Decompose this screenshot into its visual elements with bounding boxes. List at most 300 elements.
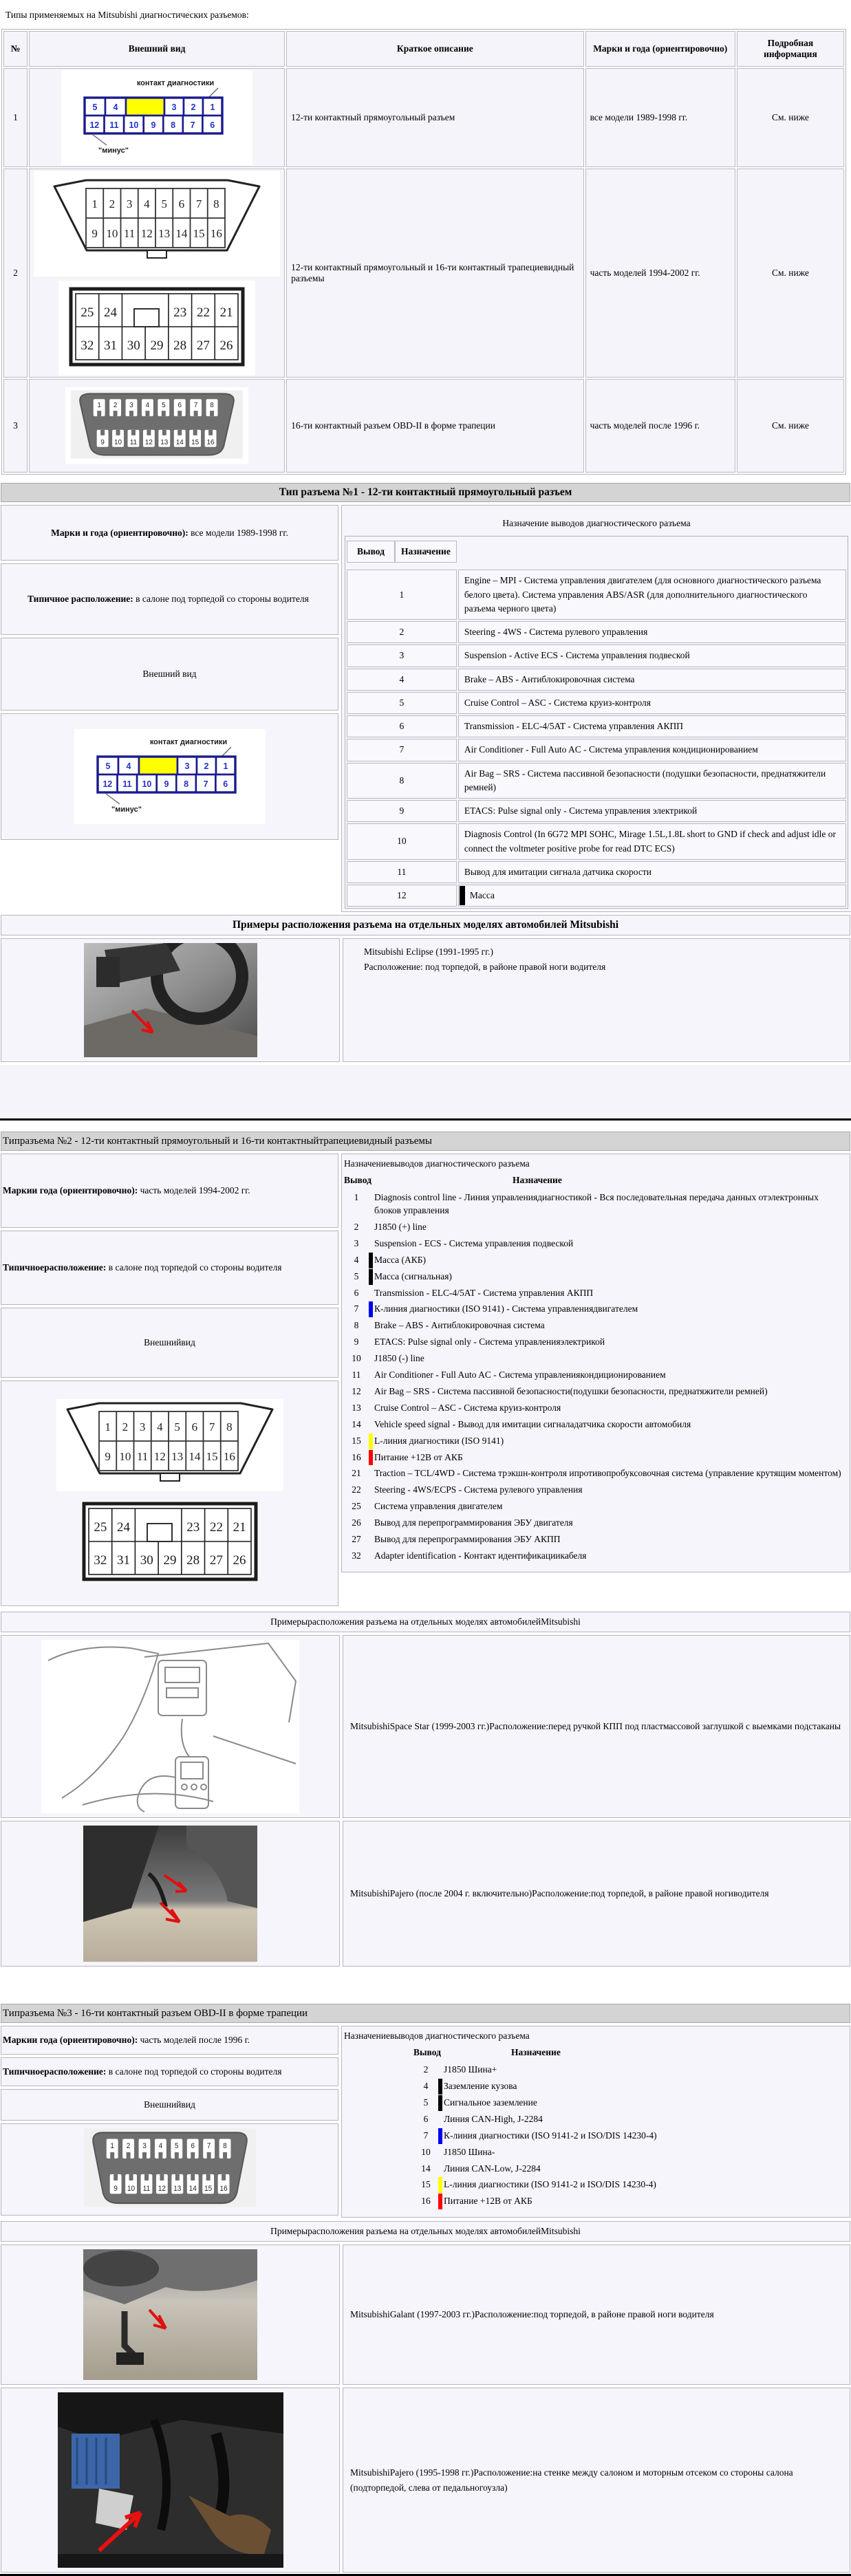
svg-text:9: 9 — [151, 120, 156, 130]
pajero-2004-photo — [83, 1826, 257, 1962]
example-text: MitsubishiGalant (1997-2003 гг.)Расположение:под торпедой, в районе правой ноги водителя — [350, 2309, 714, 2320]
table-row — [3, 169, 844, 378]
svg-text:10: 10 — [141, 779, 151, 789]
svg-text:11: 11 — [109, 120, 119, 130]
pin-number: 9 — [347, 800, 457, 822]
pin-number: 3 — [347, 645, 457, 667]
svg-text:9: 9 — [164, 779, 169, 789]
svg-text:4: 4 — [145, 402, 150, 410]
pin-purpose: Transmission - ELC-4/5AT - Система управления АКПП — [374, 1287, 594, 1298]
header-appearance: Внешний вид — [29, 31, 285, 67]
svg-text:6: 6 — [222, 779, 228, 789]
pin-number: 12 — [352, 1385, 361, 1396]
pin-row — [344, 1221, 847, 1234]
example-row-pajero-95 — [1, 2388, 850, 2573]
svg-text:5: 5 — [105, 761, 110, 771]
svg-text:7: 7 — [190, 120, 195, 130]
trapezoid16-diagram — [34, 171, 280, 277]
pin-row — [344, 1550, 847, 1563]
svg-text:1: 1 — [210, 102, 215, 112]
pin-number: 27 — [352, 1533, 361, 1544]
examples-title: Примеры расположения разъема на отдельных моделях автомобилей Mitsubishi — [232, 919, 619, 931]
pin-color-mark — [438, 2177, 442, 2193]
pin-purpose: Вывод для имитации сигнала датчика скорости — [458, 861, 846, 883]
pin-col-header: Вывод — [413, 2047, 441, 2058]
pin-number: 10 — [421, 2146, 431, 2157]
pin-color-mark — [369, 1433, 373, 1449]
svg-text:2: 2 — [204, 761, 208, 771]
pin-purpose: Air Bag – SRS - Система пассивной безопасности (подушки безопасности, преднатяжители ремней) — [458, 763, 846, 799]
pin-purpose: Вывод для перепрограммирования ЭБУ двигателя — [374, 1517, 573, 1528]
example-photo-cell — [1, 1821, 340, 1967]
svg-text:4: 4 — [158, 2141, 162, 2151]
example-row-spacestar — [1, 1635, 850, 1818]
svg-text:32: 32 — [80, 338, 94, 353]
pin-number: 2 — [423, 2064, 429, 2075]
section1-title-bar — [1, 483, 850, 502]
marks-years-box — [1, 1154, 338, 1228]
location-label: Типичноерасположение: — [3, 2066, 107, 2077]
svg-text:4: 4 — [113, 102, 118, 112]
pin-number: 10 — [352, 1353, 361, 1364]
svg-text:26: 26 — [233, 1553, 246, 1568]
pin-purpose: Линия CAN-Low, J-2284 — [444, 2163, 541, 2174]
appearance-image-box — [1, 2123, 338, 2216]
pin-row — [344, 1303, 847, 1316]
example-text: MitsubishiPajero (1995-1998 гг.)Расположение:на стенке между салоном и моторным отсеком со стороны салона (подторпедой, слева от педальногоузла) — [350, 2467, 793, 2493]
pin-assignment-list — [342, 2047, 850, 2217]
appearance-label: Внешний вид — [142, 669, 197, 679]
location-label: Типичное расположение: — [28, 593, 133, 604]
pin-row — [344, 1435, 847, 1448]
pin-row — [413, 2130, 847, 2143]
header-info: Подробная информация — [737, 31, 844, 67]
page-intro: Типы применяемых на Mitsubishi диагностических разъемов: — [6, 10, 249, 20]
appearance-label: Внешнийвид — [144, 1337, 195, 1348]
svg-text:10: 10 — [114, 438, 122, 446]
typical-location-box — [1, 2057, 338, 2086]
typical-location-box — [1, 563, 338, 635]
pin-number: 12 — [347, 885, 457, 907]
svg-text:1: 1 — [97, 402, 102, 410]
svg-text:11: 11 — [142, 2184, 150, 2194]
pin-number: 4 — [423, 2081, 429, 2092]
svg-text:5: 5 — [174, 2141, 179, 2151]
example-text: MitsubishiSpace Star (1999-2003 гг.)Расположение:перед ручкой КПП под пластмассовой заглушкой с выемками подстаканы — [350, 1721, 841, 1732]
pin-purpose: Brake – ABS - Антиблокировочная система — [374, 1320, 545, 1331]
connector12-diagram — [74, 729, 266, 824]
pin-number: 13 — [352, 1402, 361, 1413]
row-years: часть моделей после 1996 г. — [585, 379, 735, 473]
svg-text:4: 4 — [126, 761, 131, 771]
pin-row — [347, 861, 846, 883]
pin-row — [413, 2064, 847, 2077]
svg-text:12: 12 — [102, 779, 112, 789]
pin-row — [344, 1418, 847, 1431]
eclipse-photo — [84, 943, 257, 1057]
svg-text:26: 26 — [219, 338, 233, 353]
marks-label: Маркии года (ориентировочно): — [3, 1185, 138, 1196]
section-connector-type-2 — [0, 1132, 851, 1967]
pin-number: 7 — [347, 739, 457, 761]
svg-text:23: 23 — [173, 305, 187, 320]
example-text-cell — [343, 1821, 850, 1967]
svg-text:14: 14 — [188, 2184, 197, 2194]
pin-row — [347, 645, 846, 667]
svg-text:22: 22 — [197, 305, 211, 320]
svg-text:2: 2 — [113, 402, 118, 410]
pin-number: 21 — [352, 1468, 361, 1479]
rect12-diagram — [81, 1501, 259, 1585]
svg-text:12: 12 — [144, 438, 153, 446]
purpose-col-header: Назначение — [395, 541, 457, 563]
pin-row — [413, 2146, 847, 2159]
pin-assignment-box — [341, 505, 851, 912]
row-years: все модели 1989-1998 гг. — [585, 68, 735, 167]
svg-text:21: 21 — [233, 1520, 246, 1535]
pin-purpose: L-линия диагностики (ISO 9141-2 и ISO/DIS 14230-4) — [444, 2179, 656, 2190]
svg-text:"минус": "минус" — [98, 147, 129, 155]
pin-row — [413, 2163, 847, 2176]
svg-text:25: 25 — [80, 305, 94, 320]
appearance-label: Внешнийвид — [144, 2099, 195, 2110]
section3-title-bar — [1, 2004, 850, 2023]
pin-purpose: J1850 Шина- — [444, 2146, 495, 2157]
svg-text:25: 25 — [93, 1520, 107, 1535]
svg-text:12: 12 — [153, 1450, 166, 1464]
pin-color-mark — [369, 1301, 373, 1317]
svg-text:28: 28 — [173, 338, 187, 353]
pin-number: 3 — [354, 1237, 359, 1248]
pin-color-mark — [438, 2194, 442, 2209]
header-years: Марки и года (ориентировочно) — [585, 31, 735, 67]
row-num: 2 — [3, 169, 28, 378]
pin-purpose: К-линия диагностики (ISO 9141) - Система управлениядвигателем — [374, 1303, 638, 1314]
pin-list-header — [413, 2047, 847, 2058]
examples-title: Примерырасположения разъема на отдельных моделях автомобилейMitsubishi — [270, 1616, 581, 1627]
header-description: Краткое описание — [286, 31, 584, 67]
svg-text:1: 1 — [104, 1420, 111, 1434]
example-text-cell — [343, 2388, 850, 2573]
svg-text:4: 4 — [144, 197, 150, 210]
table-row — [3, 379, 844, 473]
svg-text:14: 14 — [175, 438, 184, 446]
pin-number: 15 — [352, 1435, 361, 1446]
pin-purpose: К-линия диагностики (ISO 9141-2 и ISO/DIS 14230-4) — [444, 2130, 657, 2141]
trapezoid16-diagram — [56, 1399, 283, 1494]
pin-col-header: Вывод — [344, 1175, 371, 1186]
appearance-box — [1, 2089, 338, 2121]
svg-text:7: 7 — [195, 197, 202, 210]
pin-number: 9 — [354, 1336, 359, 1347]
pin-row — [344, 1533, 847, 1546]
pin-assignment-list — [342, 1175, 850, 1571]
svg-text:16: 16 — [206, 438, 215, 446]
example-text-cell — [343, 2244, 850, 2385]
marks-value: часть моделей 1994-2002 гг. — [138, 1185, 250, 1196]
pin-purpose: Cruise Control – ASC - Система круиз-контроля — [458, 692, 846, 714]
example-photo-cell — [1, 938, 340, 1062]
pin-purpose: Suspension - ECS - Система управления подвеской — [374, 1237, 574, 1248]
svg-text:10: 10 — [127, 2184, 135, 2194]
marks-value: все модели 1989-1998 гг. — [188, 527, 288, 538]
pin-purpose: Масса (АКБ) — [374, 1254, 427, 1265]
svg-text:23: 23 — [186, 1520, 200, 1535]
svg-text:10: 10 — [129, 120, 139, 130]
svg-text:5: 5 — [162, 402, 166, 410]
pin-number: 6 — [354, 1287, 359, 1298]
pin-color-mark — [369, 1253, 373, 1268]
pin-purpose: Diagnosis control line - Линия управлениядиагностикой - Вся последовательная передача данных отэлектронных блоков управления — [374, 1192, 819, 1216]
svg-text:14: 14 — [188, 1450, 200, 1464]
pin-row — [413, 2178, 847, 2191]
pin-number: 22 — [352, 1484, 361, 1495]
pin-number: 10 — [347, 823, 457, 860]
pin-color-mark — [460, 886, 465, 905]
svg-text:24: 24 — [104, 305, 118, 320]
svg-text:31: 31 — [104, 338, 118, 353]
svg-text:7: 7 — [206, 2141, 211, 2151]
svg-text:16: 16 — [219, 2184, 228, 2194]
pin-row — [344, 1352, 847, 1365]
svg-text:3: 3 — [126, 197, 133, 210]
pajero-95-photo — [58, 2392, 283, 2568]
svg-text:8: 8 — [183, 779, 188, 789]
row-info: См. ниже — [737, 68, 844, 167]
pin-row — [347, 692, 846, 714]
svg-text:"минус": "минус" — [111, 805, 142, 814]
svg-text:29: 29 — [162, 1553, 176, 1568]
pin-number: 5 — [423, 2097, 429, 2108]
appearance-box — [1, 638, 338, 711]
svg-text:11: 11 — [122, 779, 131, 789]
pins-title: Назначениевыводов диагностического разъема — [344, 2031, 530, 2042]
pin-row — [347, 885, 846, 907]
svg-text:6: 6 — [178, 197, 185, 210]
row-num: 3 — [3, 379, 28, 473]
svg-text:11: 11 — [136, 1450, 148, 1464]
location-value: в салоне под торпедой со стороны водителя — [106, 1262, 282, 1273]
svg-text:8: 8 — [213, 197, 219, 210]
pin-purpose: J1850 (-) line — [374, 1353, 424, 1364]
pin-purpose: Масса (сигнальная) — [374, 1270, 452, 1281]
svg-text:15: 15 — [191, 438, 200, 446]
purpose-col-header: Назначение — [511, 2047, 561, 2058]
svg-text:6: 6 — [210, 120, 215, 130]
svg-text:27: 27 — [209, 1553, 223, 1568]
pin-row — [347, 669, 846, 691]
pin-purpose: Steering - 4WS - Система рулевого управления — [458, 621, 846, 643]
pin-row — [344, 1237, 847, 1251]
pin-color-mark — [438, 2095, 442, 2111]
svg-text:16: 16 — [210, 227, 222, 240]
example-text: MitsubishiPajero (после 2004 г. включительно)Расположение:под торпедой, в районе правой ногиводителя — [350, 1888, 769, 1899]
pin-number: 16 — [421, 2196, 431, 2207]
svg-text:1: 1 — [91, 197, 98, 210]
example-text-cell — [343, 938, 850, 1062]
row-image-cell — [29, 379, 285, 473]
svg-text:6: 6 — [191, 1420, 197, 1434]
svg-text:15: 15 — [204, 2184, 212, 2194]
svg-text:13: 13 — [158, 227, 171, 240]
appearance-image-box — [1, 1381, 338, 1606]
pin-purpose: J1850 Шина+ — [444, 2064, 497, 2075]
connector-types-table — [1, 29, 846, 475]
pin-purpose: Air Conditioner - Full Auto AC - Система управления кондиционированием — [458, 739, 846, 761]
pin-purpose: Сигнальное заземление — [444, 2097, 537, 2108]
pin-row — [344, 1336, 847, 1349]
pin-row — [344, 1287, 847, 1300]
svg-text:3: 3 — [129, 402, 133, 410]
svg-text:7: 7 — [203, 779, 208, 789]
svg-text:12: 12 — [158, 2184, 166, 2194]
svg-text:1: 1 — [109, 2141, 114, 2151]
example-row-galant — [1, 2244, 850, 2385]
pin-number: 8 — [354, 1320, 359, 1331]
pin-row — [413, 2195, 847, 2208]
svg-text:3: 3 — [184, 761, 189, 771]
svg-text:13: 13 — [160, 438, 169, 446]
header-num: № — [3, 31, 28, 67]
pin-purpose: Engine – MPI - Система управления двигателем (для основного диагностического разъема белого цвета). Система управления ABS/ASR (для дополнительного диагностического разъема черного цвета) — [458, 570, 846, 620]
pin-number: 15 — [421, 2179, 431, 2190]
typical-location-box — [1, 1231, 338, 1305]
pin-purpose: Вывод для перепрограммирования ЭБУ АКПП — [374, 1533, 561, 1544]
svg-text:7: 7 — [193, 402, 198, 410]
pin-purpose: Заземление кузова — [444, 2081, 517, 2092]
pin-row — [344, 1270, 847, 1284]
pin-number: 2 — [347, 621, 457, 643]
pin-row — [347, 739, 846, 761]
pin-assignment-box — [341, 1154, 850, 1572]
svg-text:3: 3 — [142, 2141, 147, 2151]
pin-number: 6 — [347, 715, 457, 737]
table-row — [3, 68, 844, 167]
svg-text:1: 1 — [223, 761, 228, 771]
section3-title: Типразъема №3 - 16-ти контактный разъем OBD-II в форме трапеции — [3, 2007, 308, 2019]
example-photo-cell — [1, 2388, 340, 2573]
svg-text:8: 8 — [226, 1420, 233, 1434]
appearance-image-box — [1, 713, 338, 840]
purpose-col-header: Назначение — [513, 1175, 562, 1186]
svg-text:2: 2 — [109, 197, 116, 210]
pin-purpose: Diagnosis Control (In 6G72 MPI SOHC, Mirage 1.5L,1.8L short to GND if check and adjust idle or connect the voltmeter positive probe for read DTC ECS) — [458, 823, 846, 860]
pin-purpose: ETACS: Pulse signal only - Система управленияэлектрикой — [374, 1336, 605, 1347]
pin-row — [413, 2097, 847, 2110]
svg-text:11: 11 — [129, 438, 138, 446]
svg-text:15: 15 — [193, 227, 205, 240]
svg-text:2: 2 — [126, 2141, 130, 2151]
pin-purpose: Питание +12В от АКБ — [374, 1451, 463, 1462]
pin-number: 11 — [352, 1370, 361, 1381]
pin-number: 1 — [354, 1192, 359, 1203]
pin-row — [344, 1467, 847, 1480]
location-value: в салоне под торпедой со стороны водителя — [133, 593, 309, 604]
svg-text:15: 15 — [206, 1450, 218, 1464]
pin-table-header — [347, 541, 457, 563]
marks-years-box — [1, 2026, 338, 2055]
svg-text:21: 21 — [219, 305, 233, 320]
svg-text:14: 14 — [175, 227, 188, 240]
svg-text:30: 30 — [140, 1553, 153, 1568]
svg-text:30: 30 — [127, 338, 140, 353]
pin-row — [344, 1517, 847, 1530]
pin-row — [344, 1319, 847, 1332]
pin-col-header: Вывод — [347, 541, 395, 563]
pin-color-mark — [438, 2128, 442, 2144]
pin-number: 7 — [423, 2130, 429, 2141]
examples-title: Примерырасположения разъема на отдельных моделях автомобилейMitsubishi — [270, 2226, 581, 2237]
pin-number: 5 — [347, 692, 457, 714]
section-connector-type-3 — [0, 2004, 851, 2573]
pin-row — [347, 570, 846, 620]
marks-label: Маркии года (ориентировочно): — [3, 2035, 138, 2046]
pin-number: 32 — [352, 1550, 361, 1561]
example-row-pajero-2004 — [1, 1821, 850, 1967]
svg-text:3: 3 — [139, 1420, 145, 1434]
pin-row — [344, 1500, 847, 1513]
row-years: часть моделей 1994-2002 гг. — [585, 169, 735, 378]
svg-text:12: 12 — [89, 120, 100, 130]
pin-number: 16 — [352, 1451, 361, 1462]
section2-title: Типразъема №2 - 12-ти контактный прямоугольный и 16-ти контактныйтрапециевидный разъемы — [3, 1135, 432, 1147]
svg-text:32: 32 — [93, 1553, 107, 1568]
section1-empty-area — [0, 1065, 851, 1118]
pin-purpose: J1850 (+) line — [374, 1222, 427, 1233]
svg-text:4: 4 — [156, 1420, 163, 1434]
pin-purpose: Air Bag – SRS - Система пассивной безопасности(подушки безопасности, преднатяжители ремней) — [374, 1385, 768, 1396]
pin-purpose: Adapter identification - Контакт идентификациикабеля — [374, 1550, 587, 1561]
obd16-connector-image — [84, 2128, 256, 2211]
svg-text:9: 9 — [104, 1450, 111, 1464]
pin-number: 5 — [354, 1270, 359, 1281]
svg-text:5: 5 — [173, 1420, 180, 1434]
svg-text:29: 29 — [150, 338, 164, 353]
svg-text:27: 27 — [196, 338, 210, 353]
svg-text:3: 3 — [171, 102, 177, 112]
row-num: 1 — [3, 68, 28, 167]
row-description: 16-ти контактный разъем OBD-II в форме трапеции — [286, 379, 584, 473]
pin-assignment-box — [341, 2026, 850, 2218]
pin-row — [344, 1451, 847, 1464]
svg-text:24: 24 — [116, 1520, 130, 1535]
pin-color-mark — [369, 1450, 373, 1466]
pin-number: 14 — [421, 2163, 431, 2174]
example-location: Расположение: под торпедой, в районе правой ноги водителя — [364, 961, 606, 972]
pins-title: Назначениевыводов диагностического разъема — [344, 1158, 530, 1169]
pin-purpose: Transmission - ELC-4/5AT - Система управления АКПП — [458, 715, 846, 737]
svg-text:контакт диагностики: контакт диагностики — [149, 738, 227, 746]
row-description: 12-ти контактный прямоугольный разъем — [286, 68, 584, 167]
svg-text:13: 13 — [173, 2184, 181, 2194]
pin-purpose: Cruise Control – ASC - Система круиз-контроля — [374, 1402, 561, 1413]
marks-label: Марки и года (ориентировочно): — [51, 527, 188, 538]
location-value: в салоне под торпедой со стороны водителя — [106, 2066, 282, 2077]
example-drawing-cell — [1, 1635, 340, 1818]
pin-row — [413, 2080, 847, 2093]
svg-text:10: 10 — [106, 227, 118, 240]
rect12-diagram — [58, 281, 255, 376]
examples-title-bar — [1, 1612, 850, 1632]
svg-text:7: 7 — [208, 1420, 215, 1434]
row-info: См. ниже — [737, 169, 844, 378]
pin-row — [344, 1191, 847, 1217]
pin-purpose: Питание +12В от АКБ — [444, 2196, 532, 2207]
pin-number: 7 — [354, 1303, 359, 1314]
svg-text:12: 12 — [140, 227, 153, 240]
svg-text:10: 10 — [118, 1450, 131, 1464]
svg-text:9: 9 — [113, 2184, 118, 2194]
